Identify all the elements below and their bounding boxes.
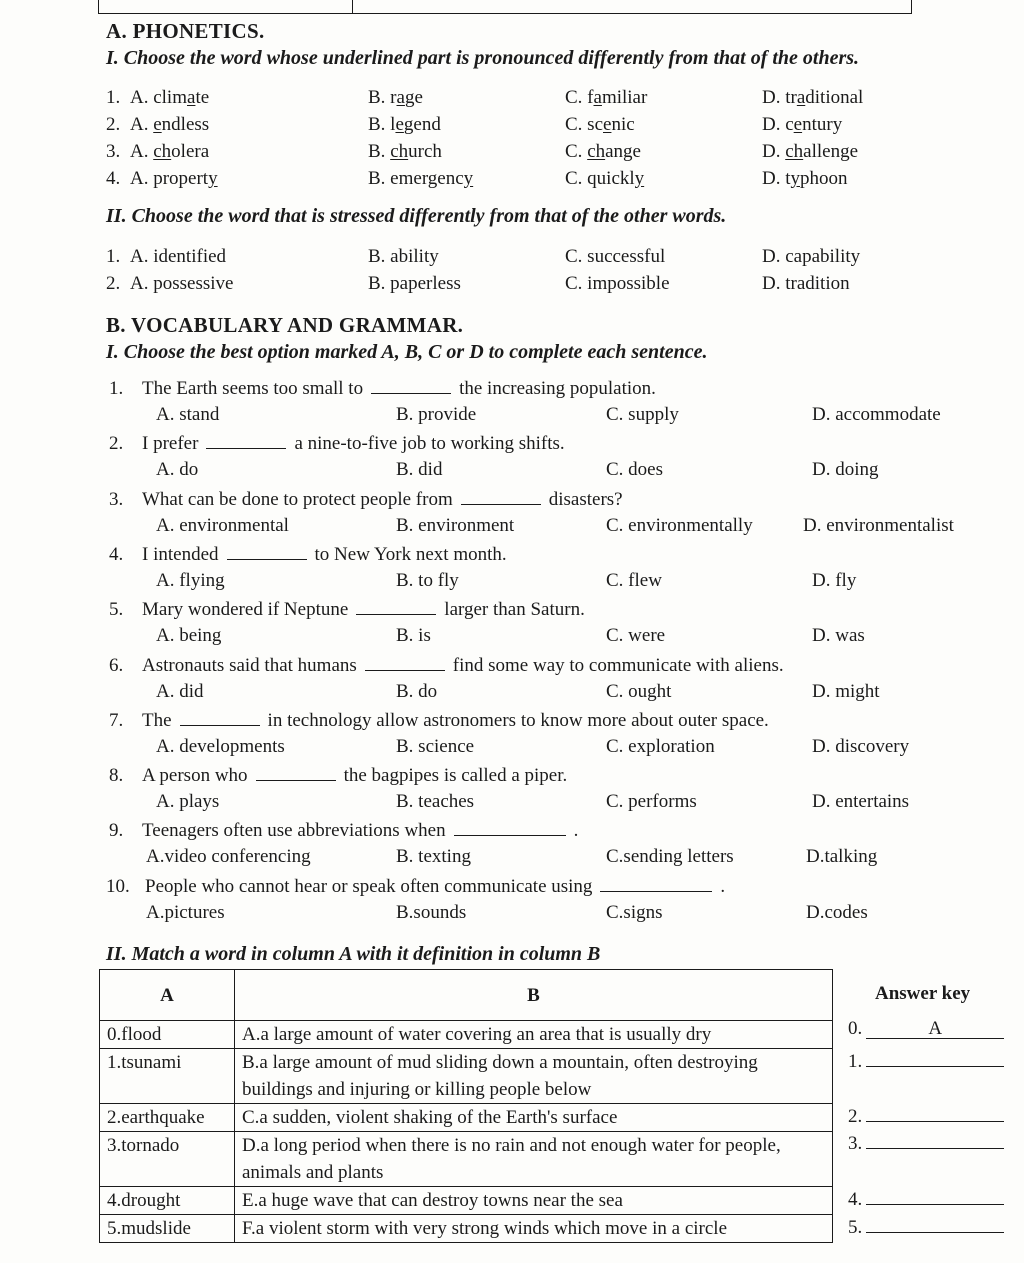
answer-option[interactable]: [130, 141, 209, 163]
question-number: 3.: [106, 141, 121, 162]
answer-option[interactable]: B. paperless: [368, 273, 461, 294]
answer-blank[interactable]: [461, 490, 541, 505]
answer-key-line[interactable]: [848, 1128, 1004, 1155]
underlined-part: a: [396, 87, 405, 108]
question-stem: [142, 820, 578, 842]
option-text: urch: [408, 141, 442, 162]
answer-option[interactable]: C. successful: [565, 246, 666, 267]
answer-option[interactable]: D. capability: [762, 246, 861, 267]
stem-after: the increasing population.: [459, 378, 656, 399]
answer-blank[interactable]: [600, 877, 712, 892]
question-stem: [142, 544, 507, 566]
matching-row: [100, 1021, 833, 1049]
option-text: D. c: [762, 114, 794, 135]
answer-option[interactable]: [565, 168, 644, 190]
underlined-part: a: [593, 87, 602, 108]
matching-row: [100, 1215, 833, 1243]
answer-option[interactable]: B. ability: [368, 246, 439, 267]
stem-before: The Earth seems too small to: [142, 378, 364, 399]
stem-before: Astronauts said that humans: [142, 654, 357, 676]
answer-option[interactable]: A. being: [156, 625, 222, 647]
answer-option[interactable]: A. plays: [156, 791, 220, 813]
stem-after: a nine-to-five job to working shifts.: [294, 433, 565, 455]
answer-option[interactable]: [762, 87, 863, 109]
question-stem: [145, 876, 725, 898]
column-a-word: 4.drought: [100, 1187, 235, 1215]
question-number: 5.: [109, 599, 124, 621]
answer-option[interactable]: C. impossible: [565, 273, 670, 294]
answer-key-line[interactable]: [848, 1101, 1004, 1128]
answer-option[interactable]: A. flying: [156, 569, 225, 591]
answer-option[interactable]: [368, 114, 441, 136]
question-number: 1.: [109, 378, 124, 399]
question-number: 9.: [109, 820, 124, 842]
answer-option[interactable]: B. texting: [396, 846, 471, 868]
option-text: ge: [404, 87, 423, 108]
option-text: nic: [611, 114, 635, 135]
underlined-part: y: [634, 168, 645, 189]
answer-blank[interactable]: [180, 711, 260, 726]
stem-after: the bagpipes is called a piper.: [343, 765, 568, 787]
answer-key-line[interactable]: [848, 1046, 1004, 1073]
answer-key-number: 1.: [848, 1051, 863, 1072]
underlined-part: ch: [390, 141, 409, 162]
option-text: ntury: [802, 114, 843, 135]
underlined-part: e: [603, 114, 612, 135]
question-stem: [142, 599, 585, 621]
option-text: A. propert: [130, 168, 209, 189]
answer-option[interactable]: D.codes: [806, 901, 868, 923]
stem-before: A person who: [142, 765, 248, 787]
answer-option[interactable]: [565, 141, 641, 163]
option-text: C.: [565, 141, 588, 162]
stem-after: find some way to communicate with aliens.: [452, 654, 784, 676]
column-b-definition: D.a long period when there is no rain and not enough water for people, animals and plants: [235, 1132, 833, 1187]
matching-row: [100, 1049, 833, 1104]
answer-option[interactable]: [762, 141, 858, 163]
answer-option[interactable]: B. is: [396, 625, 431, 647]
question-stem: [142, 489, 623, 511]
answer-option[interactable]: C. flew: [606, 569, 662, 591]
answer-key-line[interactable]: [848, 1212, 1004, 1239]
question-number: 4.: [106, 168, 121, 189]
answer-option[interactable]: D. environmentalist: [803, 514, 954, 536]
answer-option[interactable]: B. do: [396, 680, 438, 702]
stem-after: in technology allow astronomers to know more about outer space.: [267, 709, 769, 731]
answer-blank[interactable]: [256, 766, 336, 781]
answer-blank[interactable]: [454, 821, 566, 836]
underlined-part: a: [796, 87, 806, 108]
answer-option[interactable]: C. supply: [606, 404, 679, 425]
stem-before: What can be done to protect people from: [142, 488, 453, 510]
top-frame-divider: [352, 0, 353, 14]
option-text: B. l: [368, 114, 396, 135]
answer-key-header: Answer key: [875, 983, 971, 1004]
column-b-header: B: [235, 970, 833, 1021]
answer-option[interactable]: A. developments: [156, 735, 285, 757]
underlined-part: ch: [153, 141, 172, 162]
question-number: 2.: [106, 114, 121, 135]
question-number: 2.: [109, 433, 124, 455]
answer-option[interactable]: B.sounds: [396, 901, 467, 923]
answer-option[interactable]: D. doing: [812, 459, 879, 481]
answer-option[interactable]: D. accommodate: [812, 404, 941, 425]
answer-option[interactable]: D. was: [812, 625, 865, 647]
answer-blank[interactable]: [371, 379, 451, 394]
column-a-word: 5.mudslide: [100, 1215, 235, 1243]
option-text: te: [195, 87, 210, 108]
top-frame: [98, 0, 912, 14]
answer-option[interactable]: A. did: [156, 680, 204, 702]
stem-after: to New York next month.: [314, 543, 507, 565]
column-a-word: 0.flood: [100, 1021, 235, 1049]
answer-option[interactable]: D. might: [812, 680, 880, 702]
question-number: 10.: [106, 875, 130, 897]
answer-option[interactable]: A. identified: [130, 246, 227, 267]
underlined-part: e: [793, 114, 803, 135]
question-number: 1.: [106, 246, 121, 267]
stem-before: People who cannot hear or speak often communicate using: [145, 875, 593, 897]
answer-option[interactable]: A. stand: [156, 404, 220, 425]
answer-blank[interactable]: [356, 600, 436, 615]
answer-blank[interactable]: [206, 434, 286, 449]
section-a-title: A. PHONETICS.: [106, 19, 265, 43]
option-text: D.: [762, 141, 786, 162]
stem-before: Teenagers often use abbreviations when: [142, 820, 446, 842]
answer-option[interactable]: B. to fly: [396, 569, 459, 591]
underlined-part: y: [790, 168, 800, 189]
answer-option[interactable]: B. provide: [396, 404, 477, 425]
matching-row: [100, 1187, 833, 1215]
matching-header-row: [100, 970, 833, 1021]
question-number: 8.: [109, 765, 124, 787]
answer-option[interactable]: A.pictures: [146, 901, 225, 923]
question-number: 1.: [106, 87, 121, 108]
matching-row: [100, 1104, 833, 1132]
column-a-header: A: [100, 970, 235, 1021]
section-b-title: B. VOCABULARY AND GRAMMAR.: [106, 313, 464, 337]
underlined-part: e: [153, 114, 162, 135]
answer-option[interactable]: A. do: [156, 459, 199, 481]
question-number: 2.: [106, 273, 121, 294]
option-text: A. clim: [130, 87, 187, 108]
answer-option[interactable]: C. performs: [606, 791, 697, 813]
column-a-word: 1.tsunami: [100, 1049, 235, 1104]
column-b-definition: A.a large amount of water covering an area that is usually dry: [235, 1021, 833, 1049]
option-text: D. tr: [762, 87, 797, 108]
stem-before: I intended: [142, 543, 219, 565]
option-text: A.: [130, 141, 154, 162]
answer-option[interactable]: C. environmentally: [606, 514, 753, 536]
column-b-definition: F.a violent storm with very strong winds which move in a circle: [235, 1215, 833, 1243]
answer-option[interactable]: [368, 141, 442, 163]
answer-key-number: 5.: [848, 1217, 863, 1238]
answer-option[interactable]: C. does: [606, 459, 663, 481]
option-text: C. f: [565, 87, 594, 108]
answer-option[interactable]: [762, 168, 848, 190]
question-number: 7.: [109, 709, 124, 731]
answer-option[interactable]: B. science: [396, 735, 475, 757]
answer-option[interactable]: C. exploration: [606, 735, 715, 757]
answer-option[interactable]: [130, 114, 209, 136]
underlined-part: y: [208, 168, 218, 189]
answer-blank[interactable]: [227, 545, 307, 560]
answer-option[interactable]: [565, 87, 647, 109]
option-text: ditional: [805, 87, 864, 108]
question-stem: [142, 378, 656, 400]
vocab-part1-instruction: I. Choose the best option marked A, B, C or D to complete each sentence.: [106, 341, 708, 363]
answer-option[interactable]: [762, 114, 842, 136]
option-text: ndless: [161, 114, 210, 135]
column-b-definition: C.a sudden, violent shaking of the Earth's surface: [235, 1104, 833, 1132]
stem-after: disasters?: [548, 488, 623, 510]
question-stem: [142, 710, 769, 732]
column-a-word: 2.earthquake: [100, 1104, 235, 1132]
option-text: A.: [130, 114, 154, 135]
answer-key-number: 0.: [848, 1018, 863, 1039]
underlined-part: e: [395, 114, 404, 135]
answer-option[interactable]: D. tradition: [762, 273, 850, 294]
answer-key-blank[interactable]: [866, 1046, 1004, 1067]
question-stem: [142, 655, 784, 677]
answer-option[interactable]: C.sending letters: [606, 846, 734, 868]
answer-key-number: 2.: [848, 1106, 863, 1127]
matching-instruction: II. Match a word in column A with it definition in column B: [106, 943, 601, 965]
option-text: B. emergenc: [368, 168, 464, 189]
answer-option[interactable]: A.video conferencing: [146, 846, 311, 868]
answer-option[interactable]: C. were: [606, 625, 666, 647]
answer-key-blank[interactable]: [866, 1128, 1004, 1149]
column-b-definition: B.a large amount of mud sliding down a mountain, often destroying buildings and injuring or killing people below: [235, 1049, 833, 1104]
answer-option[interactable]: D. discovery: [812, 735, 910, 757]
option-text: B. r: [368, 87, 397, 108]
option-text: miliar: [601, 87, 648, 108]
answer-option[interactable]: [368, 168, 473, 190]
answer-blank[interactable]: [365, 656, 445, 671]
stem-before: Mary wondered if Neptune: [142, 599, 349, 621]
question-number: 4.: [109, 543, 124, 565]
question-number: 6.: [109, 654, 124, 676]
option-text: ange: [605, 141, 641, 162]
answer-option[interactable]: B. did: [396, 459, 443, 481]
option-text: C. quickl: [565, 168, 635, 189]
stem-after: .: [720, 875, 726, 897]
question-stem: [142, 433, 565, 455]
answer-option[interactable]: C.signs: [606, 901, 663, 923]
answer-option[interactable]: D. entertains: [812, 791, 910, 813]
answer-option[interactable]: A. environmental: [156, 514, 289, 536]
answer-option[interactable]: B. environment: [396, 514, 515, 536]
answer-key-number: 4.: [848, 1189, 863, 1210]
stem-after: larger than Saturn.: [444, 599, 585, 621]
answer-option[interactable]: D. fly: [812, 569, 857, 591]
option-text: C. sc: [565, 114, 603, 135]
answer-key-blank[interactable]: [866, 1101, 1004, 1122]
column-b-definition: E.a huge wave that can destroy towns near the sea: [235, 1187, 833, 1215]
underlined-part: ch: [785, 141, 804, 162]
answer-option[interactable]: B. teaches: [396, 791, 475, 813]
answer-key-blank[interactable]: [866, 1184, 1004, 1205]
phonetics-part1-instruction: I. Choose the word whose underlined part is pronounced differently from that of the others.: [106, 47, 860, 69]
phonetics-part2-instruction: II. Choose the word that is stressed differently from that of the other words.: [106, 205, 727, 227]
answer-option[interactable]: C. ought: [606, 680, 672, 702]
option-text: B.: [368, 141, 391, 162]
answer-option[interactable]: [368, 87, 423, 109]
option-text: allenge: [803, 141, 859, 162]
answer-option[interactable]: A. possessive: [130, 273, 234, 294]
option-text: olera: [171, 141, 210, 162]
answer-option[interactable]: [130, 87, 209, 109]
stem-before: The: [142, 709, 172, 731]
option-text: gend: [403, 114, 441, 135]
answer-key-number: 3.: [848, 1133, 863, 1154]
answer-option[interactable]: D.talking: [806, 846, 878, 868]
underlined-part: a: [187, 87, 196, 108]
answer-key-line[interactable]: [848, 1018, 1004, 1040]
option-text: phoon: [800, 168, 848, 189]
stem-before: I prefer: [142, 433, 199, 455]
matching-row: [100, 1132, 833, 1187]
column-a-word: 3.tornado: [100, 1132, 235, 1187]
option-text: D. t: [762, 168, 791, 189]
answer-key-blank[interactable]: A: [866, 1018, 1004, 1039]
underlined-part: ch: [587, 141, 606, 162]
stem-after: .: [573, 820, 579, 842]
answer-key-line[interactable]: [848, 1184, 1004, 1211]
matching-table: [99, 969, 833, 1243]
answer-key-blank[interactable]: [866, 1212, 1004, 1233]
answer-option[interactable]: [565, 114, 635, 136]
question-stem: [142, 765, 567, 787]
question-number: 3.: [109, 488, 124, 510]
underlined-part: y: [463, 168, 474, 189]
answer-option[interactable]: [130, 168, 218, 190]
